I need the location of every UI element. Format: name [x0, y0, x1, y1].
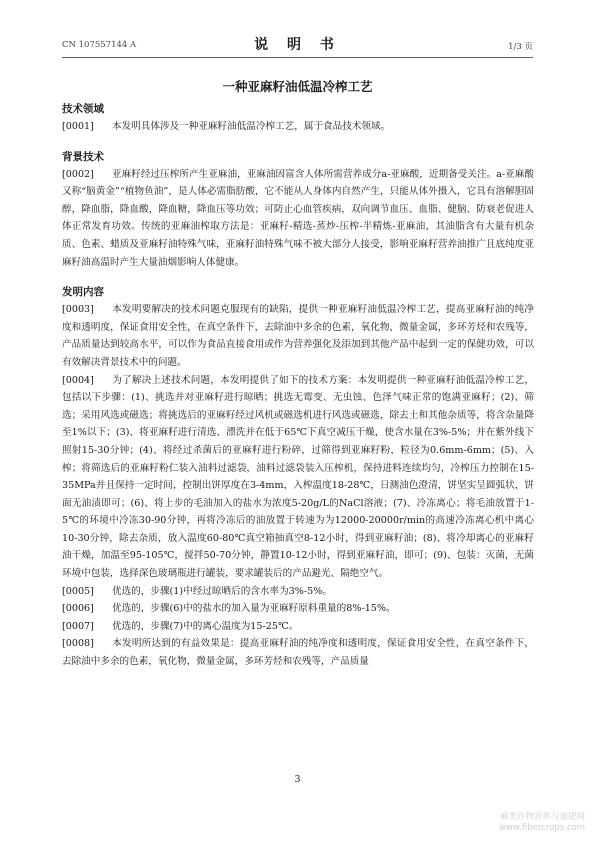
paragraph: [62, 118, 534, 136]
paragraph-number: [0007]: [62, 620, 94, 632]
paragraph: [62, 301, 534, 371]
paragraph-text: 亚麻籽经过压榨所产生亚麻油，亚麻油因富含人体所需营养成分a-亚麻酸，近期备受关注。a-亚麻酸又称“脑黄金”“植物鱼油”，是人体必需脂肪酸，它不能从人身体内自然产生，只能从体外摄入，它具有溶解胆固醇，降血脂，降血酸，降血糖，降血压等功效；可防止心血管疾病，双向调节血压、血脂、健脑、防衰老促进人体正常发育功效。传统的亚麻油榨取方法是：亚麻籽-精选-蒸炒-压榨-半精炼-亚麻油，其油脂含有大量有机杂质、色素、蜡质及亚麻籽油特殊气味，亚麻籽油特殊气味不被大部分人接受，影响亚麻籽营养油推广且底纯度亚麻籽油高温时产生大量油烟影响人体健康。: [62, 168, 534, 268]
document-body: [62, 100, 534, 671]
paragraph-number: [0008]: [62, 638, 94, 650]
watermark-line: www.fibercrops.com: [499, 823, 585, 833]
paragraph: [62, 635, 534, 670]
page-number: 3: [294, 774, 301, 785]
paragraph-number: [0006]: [62, 603, 94, 615]
section-heading: 发明内容: [62, 286, 104, 299]
section-background: [62, 148, 534, 272]
paragraph-number: [0005]: [62, 585, 94, 597]
paragraph-number: [0001]: [62, 121, 94, 132]
paragraph: [62, 583, 534, 601]
paragraph-text: 本发明所达到的有益效果是：提高亚麻籽油的纯净度和透明度，保证食用安全性，在真空条件下，去除油中多余的色素，氧化物，微量金属，多环芳烃和农残等，产品质量: [62, 638, 534, 668]
patent-number: CN 107557144 A: [62, 40, 137, 50]
document-type: 说 明 书: [254, 37, 341, 53]
paragraph-text: 优选的，步骤(1)中经过晾晒后的含水率为3%-5%。: [112, 585, 332, 597]
paragraph-text: 本发明具体涉及一种亚麻籽油低温冷榨工艺，属于食品技术领域。: [112, 121, 391, 132]
paragraph-text: 优选的，步骤(7)中的离心温度为15-25℃。: [112, 620, 299, 632]
section-invention-content: [62, 283, 534, 670]
site-watermark: [499, 812, 585, 834]
paragraph-number: [0002]: [62, 168, 94, 180]
document-title: 一种亚麻籽油低温冷榨工艺: [222, 79, 373, 94]
paragraph-number: [0003]: [62, 304, 94, 316]
section-heading: 背景技术: [62, 150, 104, 163]
paragraph-text: 优选的，步骤(6)中的盐水的加入量为亚麻籽原料重量的8%-15%。: [112, 603, 396, 615]
paragraph: [62, 600, 534, 618]
section-technical-field: [62, 100, 534, 136]
paragraph-text: 为了解决上述技术问题，本发明提供了如下的技术方案：本发明提供一种亚麻籽油低温冷榨工艺，包括以下步骤：(1)、挑选并对亚麻籽进行晾晒；挑选无霉变、无虫蚀、色泽气味正常的饱满亚麻籽；(2)、筛选；采用风选或磁选；将挑选后的亚麻籽经过风机或磁选机进行风选或磁选，除去土和其他杂质等，将含杂量降至1%以下；(3)、将亚麻籽进行清选、漂洗并在低于65℃下真空减压干燥，使含水量在3%-5%；并在紫外线下照射15-30分钟；(4)、将经过杀菌后的亚麻籽进行粉碎，过筛得到亚麻籽粉，粒径为0.6mm-6mm；(5)、入榨；将筛选后的亚麻籽粉仁装入油料过滤袋，油料过滤袋装入压榨机，保持进料连续均匀，冷榨压力控制在15-35MPa并且保持一定时间，控制出饼厚度在3-4mm，入榨温度18-28℃，日测油色澄清，饼坚实呈圆弧状，饼面无油渍即可；(6)、将上步的毛油加入的盐水为浓度5-20g/L的NaCl溶液；(7)、冷冻离心；将毛油放置于1-5℃的环境中冷冻30-90分钟，再将冷冻后的油放置于转速为为12000-20000r/min的高速冷冻离心机中离心10-30分钟，除去杂质，放入温度60-80℃真空箱抽真空8-12小时，得到亚麻籽油；(8)、将冷却离心的亚麻籽油干燥，加温至95-105℃，搅拌50-70分钟，静置10-12小时，得到亚麻籽油，即可；(9)、包装：灭菌，无菌环境中包装，选择深色玻璃瓶进行罐装，要求罐装后的产品避光、隔绝空气。: [62, 374, 534, 580]
section-heading: 技术领域: [62, 103, 104, 115]
paragraph: [62, 166, 534, 272]
paragraph: [62, 618, 534, 636]
paragraph-number: [0004]: [62, 374, 94, 386]
document-header: [62, 34, 533, 54]
page-indicator: 1/3 页: [508, 42, 533, 52]
watermark-line: 麻类作物营养与施肥网: [499, 812, 585, 822]
paragraph: [62, 372, 534, 583]
paragraph-text: 本发明要解决的技术问题克服现有的缺陷，提供一种亚麻籽油低温冷榨工艺，提高亚麻籽油的纯净度和透明度，保证食用安全性，在真空条件下，去除油中多余的色素，氧化物，微量金属，多环芳烃和农残等，产品质量达到较高水平，可以作为食品直接食用或作为营养强化及添加到其他产品中起到一定的保健功效，可以有效解决背景技术中的问题。: [62, 304, 534, 368]
header-divider: [62, 57, 533, 58]
